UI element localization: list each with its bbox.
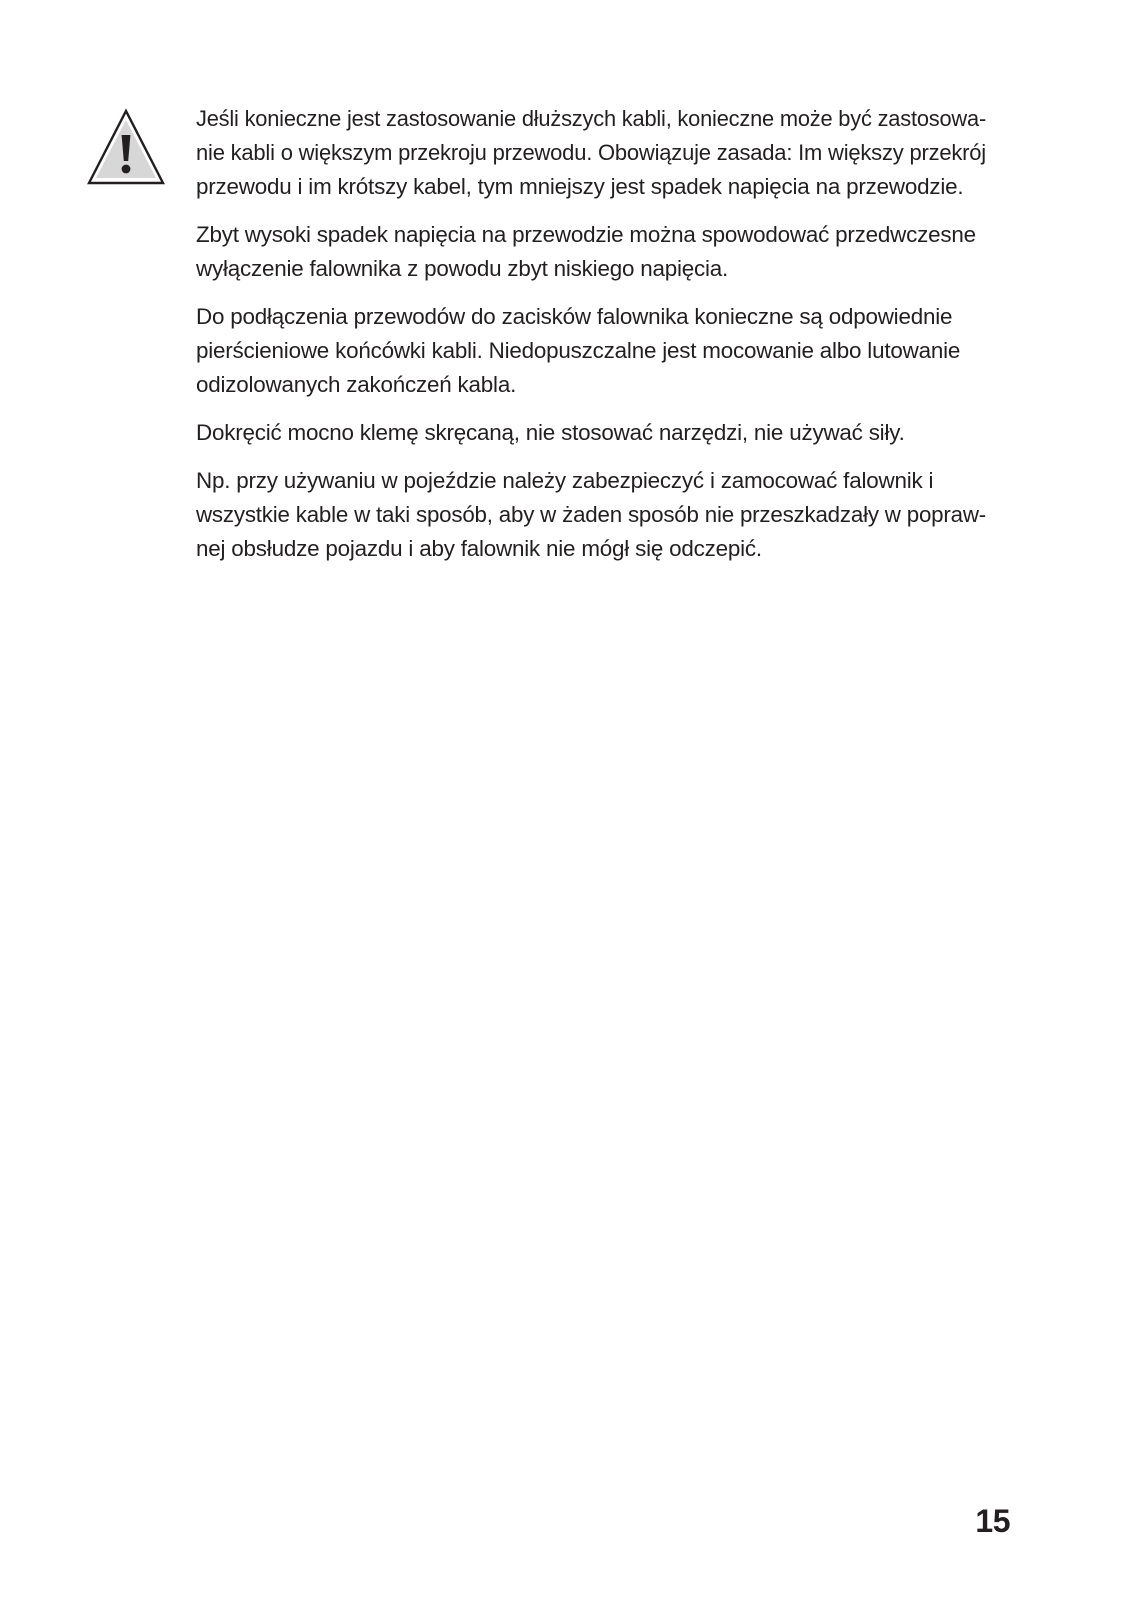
- text-line: nie kabli o większym przekroju przewodu. Obowiązuje zasada: Im większy przekrój: [196, 140, 986, 165]
- paragraph-screw-terminal: [196, 416, 1016, 450]
- text-line: Do podłączenia przewodów do zacisków falownika konieczne są odpowiednie: [196, 304, 953, 329]
- text-line: Np. przy używaniu w pojeździe należy zabezpieczyć i zamocować falownik i: [196, 468, 934, 493]
- paragraph-voltage-drop: [196, 218, 1016, 286]
- text-line: Jeśli konieczne jest zastosowanie dłuższych kabli, konieczne może być zastosowa-: [196, 106, 987, 131]
- paragraph-vehicle-mounting: [196, 464, 1016, 566]
- page-number: 15: [975, 1503, 1010, 1539]
- text-line: przewodu i im krótszy kabel, tym mniejszy jest spadek napięcia na przewodzie.: [196, 174, 964, 199]
- text-line: nej obsłudze pojazdu i aby falownik nie mógł się odczepić.: [196, 536, 762, 561]
- text-line: wszystkie kable w taki sposób, aby w żaden sposób nie przeszkadzały w popraw-: [196, 502, 986, 527]
- paragraph-ring-terminals: [196, 300, 1016, 402]
- body-text: [196, 102, 1016, 580]
- warning-triangle-icon: [86, 108, 166, 186]
- text-line: pierścieniowe końcówki kabli. Niedopuszczalne jest mocowanie albo lutowanie: [196, 338, 961, 363]
- text-line: Dokręcić mocno klemę skręcaną, nie stosować narzędzi, nie używać siły.: [196, 420, 905, 445]
- text-line: wyłączenie falownika z powodu zbyt niskiego napięcia.: [196, 256, 729, 281]
- text-line: odizolowanych zakończeń kabla.: [196, 372, 517, 397]
- paragraph-cable-length: [196, 102, 1016, 204]
- text-line: Zbyt wysoki spadek napięcia na przewodzie można spowodować przedwczesne: [196, 222, 976, 247]
